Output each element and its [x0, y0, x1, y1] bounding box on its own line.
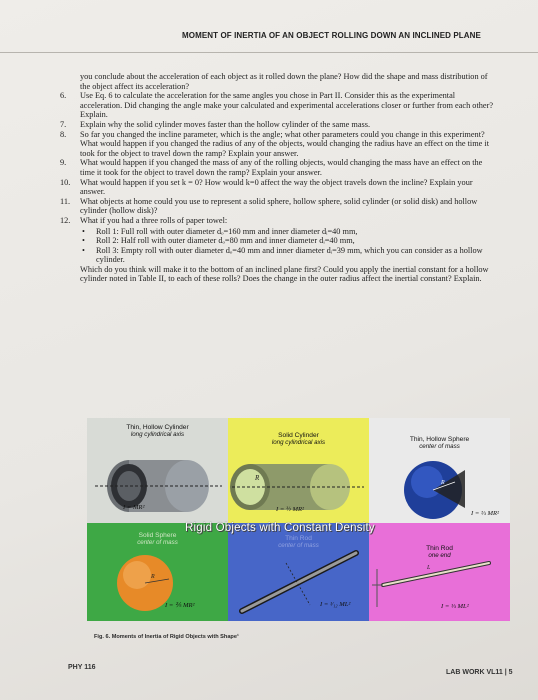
panel-subtitle: center of mass: [278, 542, 319, 550]
figure-caption: Fig. 6. Moments of Inertia of Rigid Objects with Shape¹: [94, 634, 239, 640]
question-number: 11.: [60, 196, 71, 206]
question-item: [60, 91, 498, 120]
formula: I = ⅖ MR²: [165, 602, 195, 609]
questions-body: [60, 72, 498, 284]
panel-title: Thin Rod: [285, 535, 312, 542]
roll-list: [60, 227, 498, 265]
panel-subtitle: center of mass: [137, 539, 178, 547]
svg-text:R: R: [441, 480, 445, 486]
panel-title: Solid Cylinder: [278, 432, 319, 439]
formula: I = ½ MR²: [276, 506, 305, 513]
bullet-icon: •: [82, 226, 85, 236]
panel-subtitle: long cylindrical axis: [271, 439, 326, 447]
bullet-icon: •: [82, 245, 85, 255]
moment-of-inertia-figure: [87, 418, 510, 621]
question-item: [60, 130, 498, 159]
panel-subtitle: one end: [428, 552, 451, 560]
footer-page: LAB WORK VL11 | 5: [446, 669, 513, 676]
roll-item: [60, 227, 498, 237]
question-list: [60, 91, 498, 225]
roll-item: [60, 246, 498, 265]
figure-banner: Rigid Objects with Constant Density: [185, 522, 375, 534]
closing-paragraph: Which do you think will make it to the bottom of an inclined plane first? Could you apply the inertial constant for a hollow cylinder noted in Table II, to each of these rolls? Does the change in the outer radius affect the inertial constant? Explain.: [80, 264, 489, 284]
question-number: 9.: [60, 158, 67, 168]
panel-hollow-sphere: [369, 418, 510, 523]
question-text: So far you changed the incline parameter, which is the angle; what other parameters could you change in this experiment? What would happen if you changed the radius of any of the objects, would changing the radius have an effect on the time it took for the object to travel down the ramp? Explain your answer.: [80, 129, 490, 158]
panel-title: Thin, Hollow Cylinder: [126, 424, 189, 431]
formula: I = ⅓ ML²: [441, 603, 469, 610]
question-number: 10.: [60, 177, 71, 187]
formula: I = ¹⁄₁₂ ML²: [320, 601, 351, 608]
question-item: [60, 197, 498, 216]
question-text: Use Eq. 6 to calculate the acceleration for the same angles you chose in Part II. Consider this as the experimental acceleration. Did changing the angle make your calculated and experimental accelerations closer or further from each other? Explain.: [80, 91, 494, 120]
thin-rod-end-illustration: [369, 523, 510, 621]
panel-thin-rod-end: [369, 523, 510, 621]
roll-item: [60, 236, 498, 246]
question-text: Explain why the solid cylinder moves faster than the hollow cylinder of the same mass.: [80, 119, 371, 129]
panel-hollow-cylinder: [87, 418, 228, 523]
question-number: 7.: [60, 119, 67, 129]
footer-course: PHY 116: [68, 664, 96, 671]
roll-text: Roll 3: Empty roll with outer diameter dₒ=40 mm and inner diameter dᵢ=39 mm, which you can consider as a hollow cylinder.: [96, 245, 483, 265]
question-text: What would happen if you changed the mass of any of the rolling objects, would changing the mass have an effect on the time it took for the object to travel down the ramp? Explain your answer.: [80, 158, 483, 177]
page-title: MOMENT OF INERTIA OF AN OBJECT ROLLING DOWN AN INCLINED PLANE: [182, 31, 481, 40]
formula: I = MR²: [123, 504, 145, 511]
panel-solid-cylinder: [228, 418, 369, 523]
question-item: [60, 158, 498, 177]
bullet-icon: •: [82, 236, 85, 246]
question-number: 12.: [60, 215, 71, 225]
svg-text:R: R: [151, 574, 155, 580]
question-item: [60, 216, 498, 226]
hollow-sphere-illustration: [369, 418, 510, 523]
svg-text:L: L: [427, 565, 431, 571]
roll-text: Roll 2: Half roll with outer diameter dₒ=80 mm and inner diameter dᵢ=40 mm,: [96, 236, 355, 246]
svg-text:R: R: [255, 474, 260, 482]
question-text: What objects at home could you use to represent a solid sphere, hollow sphere, solid cylinder (or solid disk) and hollow cylinder (hollow disk)?: [80, 196, 478, 216]
question-number: 6.: [60, 91, 67, 101]
panel-title: Thin, Hollow Sphere: [409, 436, 470, 443]
panel-title: Solid Sphere: [138, 532, 177, 539]
question-number: 8.: [60, 129, 67, 139]
page-header: [0, 18, 538, 53]
formula: I = ⅔ MR²: [471, 510, 500, 517]
panel-subtitle: center of mass: [419, 443, 460, 451]
question-text: What would happen if you set k = 0? How would k=0 affect the way the object travels down the incline? Explain your answer.: [80, 177, 473, 197]
roll-text: Roll 1: Full roll with outer diameter dₒ=160 mm and inner diameter dᵢ=40 mm,: [96, 226, 358, 236]
panel-thin-rod-center: [228, 523, 369, 621]
panel-solid-sphere: [87, 523, 228, 621]
question-item: [60, 120, 498, 130]
panel-title: Thin Rod: [426, 545, 453, 552]
question-text: What if you had a three rolls of paper towel:: [80, 215, 228, 225]
intro-paragraph: you conclude about the acceleration of each object as it rolled down the plane? How did the shape and mass distribution of the object affect its acceleration?: [80, 72, 488, 91]
question-item: [60, 178, 498, 197]
panel-subtitle: long cylindrical axis: [130, 431, 185, 439]
